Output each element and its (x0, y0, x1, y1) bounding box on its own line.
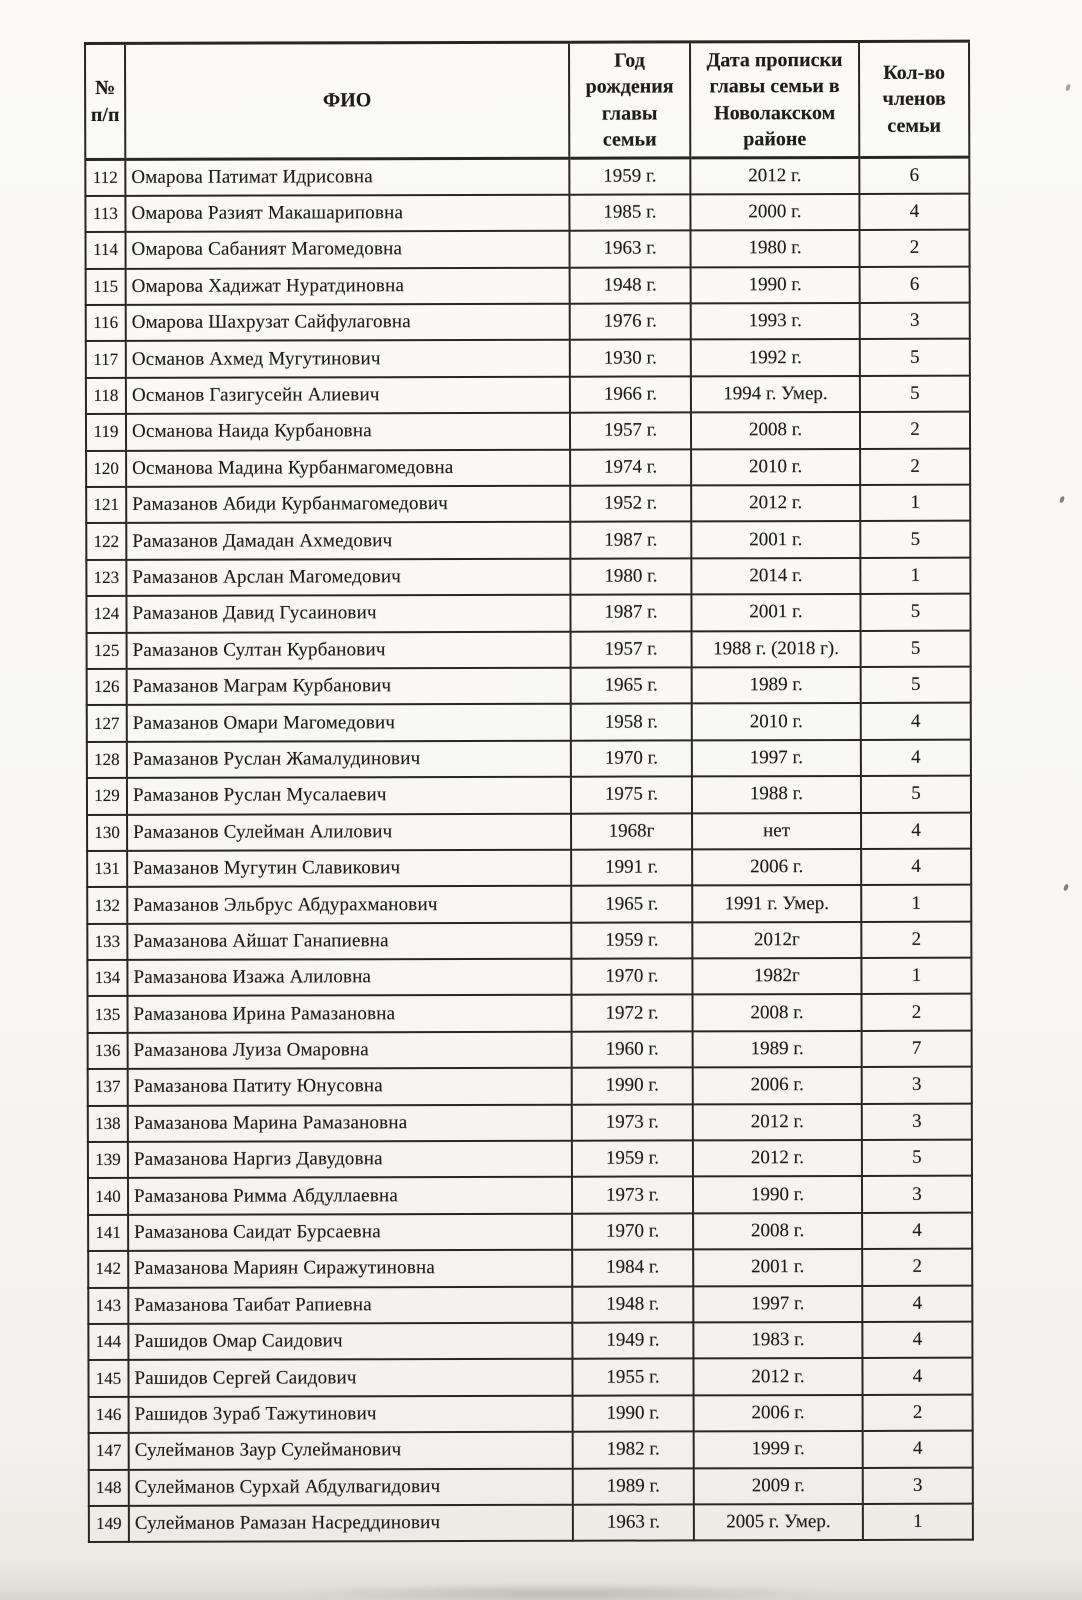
members-count-cell: 2 (859, 230, 969, 267)
members-count-cell: 2 (860, 448, 970, 485)
birth-year-cell: 1984 г. (572, 1250, 693, 1287)
row-number-cell: 128 (87, 742, 127, 778)
members-count-cell: 4 (862, 1213, 972, 1250)
registration-date-cell: 2012 г. (693, 1104, 862, 1141)
name-cell: Сулейманов Сурхай Абдулвагидович (129, 1468, 573, 1506)
birth-year-cell: 1957 г. (570, 413, 691, 450)
registration-date-cell: 1999 г. (694, 1431, 863, 1468)
row-number-cell: 116 (86, 305, 126, 341)
table-row (88, 1249, 972, 1288)
registration-date-cell: 1988 г. (2018 г). (692, 631, 861, 668)
members-count-cell: 4 (861, 703, 971, 740)
table-row (86, 339, 970, 378)
row-number-cell: 142 (88, 1251, 128, 1287)
row-number-cell: 140 (88, 1178, 128, 1214)
name-cell: Рамазанова Патиту Юнусовна (128, 1068, 572, 1106)
name-cell: Сулейманов Рамазан Насреддинович (129, 1505, 573, 1543)
birth-year-cell: 1958 г. (571, 704, 692, 741)
name-cell: Рамазанова Марина Рамазановна (128, 1104, 572, 1142)
name-cell: Омарова Шахрузат Сайфулаговна (126, 304, 570, 342)
registration-date-cell: 1997 г. (693, 1286, 862, 1323)
registration-date-cell: 2012г (692, 922, 861, 959)
name-cell: Рамазанов Султан Курбанович (127, 631, 571, 669)
birth-year-cell: 1948 г. (570, 267, 691, 304)
members-count-cell: 7 (862, 1031, 972, 1068)
table-row (87, 885, 971, 924)
registration-date-cell: 2008 г. (693, 1213, 862, 1250)
members-count-cell: 4 (859, 194, 969, 231)
scan-speck (1063, 884, 1069, 892)
name-cell: Рамазанова Изажа Алиловна (127, 959, 571, 997)
birth-year-cell: 1982 г. (573, 1432, 694, 1469)
table-row (88, 1067, 972, 1106)
birth-year-cell: 1949 г. (572, 1322, 693, 1359)
name-cell: Рамазанова Римма Абдуллаевна (128, 1177, 572, 1215)
table-row (87, 994, 971, 1033)
birth-year-cell: 1980 г. (570, 558, 691, 595)
name-cell: Омарова Патимат Идрисовна (125, 158, 569, 196)
birth-year-cell: 1963 г. (573, 1504, 694, 1541)
birth-year-cell: 1985 г. (569, 194, 690, 231)
name-cell: Рамазанова Мариян Сиражутиновна (128, 1250, 572, 1288)
name-cell: Омарова Хадижат Нуратдиновна (126, 267, 570, 305)
table-wrapper (84, 40, 974, 1544)
name-cell: Рамазанова Луиза Омаровна (128, 1032, 572, 1070)
table-row (89, 1394, 973, 1433)
birth-year-cell: 1976 г. (570, 303, 691, 340)
row-number-cell: 133 (87, 924, 127, 960)
birth-year-cell: 1952 г. (570, 485, 691, 522)
name-cell: Рамазанов Эльбрус Абдурахманович (127, 886, 571, 924)
birth-year-cell: 1957 г. (571, 631, 692, 668)
table-row (87, 921, 971, 960)
table-row (87, 739, 971, 778)
family-registry-table (84, 40, 974, 1544)
members-count-cell: 4 (862, 1322, 972, 1359)
name-cell: Рамазанова Ирина Рамазановна (127, 995, 571, 1033)
row-number-cell: 141 (88, 1215, 128, 1251)
row-number-cell: 130 (87, 814, 127, 850)
name-cell: Омарова Разият Макашариповна (125, 195, 569, 233)
name-cell: Рамазанов Арслан Магомедович (126, 559, 570, 597)
row-number-cell: 117 (86, 341, 126, 377)
row-number-cell: 112 (85, 159, 125, 195)
registration-date-cell: 2001 г. (691, 521, 860, 558)
members-count-cell: 5 (860, 521, 970, 558)
registration-date-cell: 2001 г. (691, 594, 860, 631)
registration-date-cell: 1997 г. (692, 740, 861, 777)
header-cell-birth-year: Год рождения главы семьи (569, 42, 690, 158)
table-row (89, 1467, 973, 1506)
members-count-cell: 1 (860, 557, 970, 594)
birth-year-cell: 1965 г. (571, 886, 692, 923)
row-number-cell: 125 (87, 632, 127, 668)
table-row (86, 448, 970, 487)
table-row (87, 776, 971, 815)
table-body (85, 157, 973, 1542)
row-number-cell: 139 (88, 1142, 128, 1178)
registration-date-cell: 2000 г. (690, 194, 859, 231)
name-cell: Рамазанов Сулейман Алилович (127, 813, 571, 851)
name-cell: Рамазанов Руслан Мусалаевич (127, 777, 571, 815)
members-count-cell: 5 (860, 339, 970, 376)
scan-speck (1065, 84, 1071, 92)
registration-date-cell: 1989 г. (692, 667, 861, 704)
members-count-cell: 2 (861, 921, 971, 958)
members-count-cell: 5 (861, 667, 971, 704)
table-row (88, 1322, 972, 1361)
members-count-cell: 6 (859, 157, 969, 194)
row-number-cell: 114 (85, 232, 125, 268)
row-number-cell: 121 (86, 487, 126, 523)
table-row (87, 958, 971, 997)
row-number-cell: 146 (89, 1397, 129, 1433)
table-row (86, 412, 970, 451)
table-row (87, 667, 971, 706)
name-cell: Рамазанов Руслан Жамалудинович (127, 740, 571, 778)
registration-date-cell: 1988 г. (692, 776, 861, 813)
table-row (88, 1358, 972, 1397)
registration-date-cell: 2006 г. (692, 849, 861, 886)
members-count-cell: 5 (860, 594, 970, 631)
birth-year-cell: 1970 г. (572, 1213, 693, 1250)
registration-date-cell: 2008 г. (692, 994, 861, 1031)
members-count-cell: 3 (862, 1176, 972, 1213)
row-number-cell: 123 (86, 560, 126, 596)
row-number-cell: 132 (87, 887, 127, 923)
name-cell: Рашидов Зураб Тажутинович (129, 1396, 573, 1434)
table-row (87, 812, 971, 851)
name-cell: Османова Наида Курбановна (126, 413, 570, 451)
row-number-cell: 126 (87, 669, 127, 705)
registration-date-cell: 2006 г. (694, 1395, 863, 1432)
birth-year-cell: 1955 г. (572, 1359, 693, 1396)
members-count-cell: 4 (861, 849, 971, 886)
registration-date-cell: 2005 г. Умер. (694, 1504, 863, 1541)
header-cell-number: № п/п (85, 43, 125, 159)
row-number-cell: 136 (88, 1033, 128, 1069)
name-cell: Рашидов Сергей Саидович (128, 1359, 572, 1397)
table-row (88, 1213, 972, 1252)
table-row (88, 1031, 972, 1070)
table-row (87, 630, 971, 669)
registration-date-cell: 2008 г. (691, 412, 860, 449)
header-cell-name: ФИО (125, 42, 569, 159)
birth-year-cell: 1990 г. (572, 1068, 693, 1105)
members-count-cell: 1 (861, 958, 971, 995)
birth-year-cell: 1959 г. (572, 1140, 693, 1177)
registration-date-cell: 2010 г. (691, 449, 860, 486)
row-number-cell: 147 (89, 1433, 129, 1469)
birth-year-cell: 1987 г. (570, 595, 691, 632)
birth-year-cell: 1970 г. (571, 740, 692, 777)
members-count-cell: 4 (861, 812, 971, 849)
birth-year-cell: 1987 г. (570, 522, 691, 559)
registration-date-cell: 1990 г. (693, 1176, 862, 1213)
table-row (88, 1103, 972, 1142)
name-cell: Сулейманов Заур Сулейманович (129, 1432, 573, 1470)
members-count-cell: 5 (861, 776, 971, 813)
registration-date-cell: 1982г (692, 958, 861, 995)
registration-date-cell: 1990 г. (691, 267, 860, 304)
table-row (86, 557, 970, 596)
table-row (88, 1140, 972, 1179)
table-row (86, 376, 970, 415)
registration-date-cell: 1991 г. Умер. (692, 885, 861, 922)
name-cell: Рамазанова Таибат Рапиевна (128, 1286, 572, 1324)
row-number-cell: 115 (86, 269, 126, 305)
birth-year-cell: 1968г (571, 813, 692, 850)
birth-year-cell: 1959 г. (571, 922, 692, 959)
members-count-cell: 3 (862, 1067, 972, 1104)
members-count-cell: 5 (862, 1140, 972, 1177)
members-count-cell: 2 (863, 1394, 973, 1431)
row-number-cell: 144 (88, 1324, 128, 1360)
header-cell-members-count: Кол-во членов семьи (859, 41, 969, 157)
name-cell: Омарова Сабаният Магомедовна (125, 231, 569, 269)
name-cell: Рамазанов Абиди Курбанмагомедович (126, 486, 570, 524)
registration-date-cell: 1993 г. (691, 303, 860, 340)
members-count-cell: 6 (860, 266, 970, 303)
row-number-cell: 138 (88, 1106, 128, 1142)
members-count-cell: 5 (861, 630, 971, 667)
birth-year-cell: 1960 г. (572, 1031, 693, 1068)
members-count-cell: 2 (861, 994, 971, 1031)
row-number-cell: 145 (88, 1360, 128, 1396)
name-cell: Османов Ахмед Мугутинович (126, 340, 570, 378)
birth-year-cell: 1974 г. (570, 449, 691, 486)
table-row (85, 230, 969, 269)
table-row (86, 485, 970, 524)
table-row (88, 1285, 972, 1324)
table-row (86, 266, 970, 305)
row-number-cell: 124 (86, 596, 126, 632)
table-row (87, 703, 971, 742)
registration-date-cell: нет (692, 812, 861, 849)
row-number-cell: 148 (89, 1469, 129, 1505)
members-count-cell: 4 (863, 1431, 973, 1468)
birth-year-cell: 1930 г. (570, 340, 691, 377)
registration-date-cell: 2012 г. (693, 1140, 862, 1177)
row-number-cell: 131 (87, 851, 127, 887)
birth-year-cell: 1963 г. (569, 231, 690, 268)
row-number-cell: 122 (86, 523, 126, 559)
birth-year-cell: 1973 г. (572, 1104, 693, 1141)
birth-year-cell: 1972 г. (571, 995, 692, 1032)
birth-year-cell: 1970 г. (571, 959, 692, 996)
members-count-cell: 3 (862, 1103, 972, 1140)
birth-year-cell: 1990 г. (573, 1395, 694, 1432)
members-count-cell: 4 (862, 1285, 972, 1322)
name-cell: Рамазанов Мугутин Славикович (127, 850, 571, 888)
registration-date-cell: 2009 г. (694, 1468, 863, 1505)
registration-date-cell: 2014 г. (691, 558, 860, 595)
birth-year-cell: 1965 г. (571, 667, 692, 704)
table-row (85, 157, 969, 196)
row-number-cell: 119 (86, 414, 126, 450)
row-number-cell: 118 (86, 378, 126, 414)
header-row (85, 41, 969, 159)
registration-date-cell: 2012 г. (693, 1358, 862, 1395)
registration-date-cell: 2012 г. (690, 157, 859, 194)
members-count-cell: 2 (860, 412, 970, 449)
birth-year-cell: 1959 г. (569, 158, 690, 195)
name-cell: Рамазанов Дамадан Ахмедович (126, 522, 570, 560)
name-cell: Османов Газигусейн Алиевич (126, 377, 570, 415)
members-count-cell: 3 (860, 303, 970, 340)
members-count-cell: 4 (861, 739, 971, 776)
name-cell: Рамазанов Давид Гусаинович (126, 595, 570, 633)
table-row (86, 594, 970, 633)
table-row (86, 303, 970, 342)
table-row (86, 521, 970, 560)
name-cell: Рамазанов Омари Магомедович (127, 704, 571, 742)
table-row (89, 1431, 973, 1470)
registration-date-cell: 1983 г. (693, 1322, 862, 1359)
registration-date-cell: 1992 г. (691, 339, 860, 376)
birth-year-cell: 1973 г. (572, 1177, 693, 1214)
table-header (85, 41, 969, 159)
row-number-cell: 120 (86, 451, 126, 487)
row-number-cell: 135 (87, 996, 127, 1032)
scan-smudge (290, 1584, 830, 1600)
members-count-cell: 1 (863, 1504, 973, 1541)
name-cell: Османова Мадина Курбанмагомедовна (126, 449, 570, 487)
row-number-cell: 113 (85, 196, 125, 232)
members-count-cell: 4 (862, 1358, 972, 1395)
birth-year-cell: 1966 г. (570, 376, 691, 413)
registration-date-cell: 1994 г. Умер. (691, 376, 860, 413)
table-row (89, 1504, 973, 1543)
row-number-cell: 129 (87, 778, 127, 814)
header-cell-registration-date: Дата прописки главы семьи в Новолакском районе (690, 41, 859, 157)
registration-date-cell: 2012 г. (691, 485, 860, 522)
name-cell: Рамазанова Наргиз Давудовна (128, 1141, 572, 1179)
members-count-cell: 1 (860, 485, 970, 522)
registration-date-cell: 2001 г. (693, 1249, 862, 1286)
registration-date-cell: 2006 г. (693, 1067, 862, 1104)
birth-year-cell: 1991 г. (571, 849, 692, 886)
table-row (87, 849, 971, 888)
members-count-cell: 3 (863, 1467, 973, 1504)
scan-speck (1059, 496, 1065, 504)
birth-year-cell: 1989 г. (573, 1468, 694, 1505)
row-number-cell: 143 (88, 1287, 128, 1323)
name-cell: Рамазанова Айшат Ганапиевна (127, 922, 571, 960)
members-count-cell: 5 (860, 376, 970, 413)
row-number-cell: 149 (89, 1506, 129, 1542)
registration-date-cell: 1980 г. (690, 230, 859, 267)
members-count-cell: 1 (861, 885, 971, 922)
table-row (85, 194, 969, 233)
name-cell: Рамазанов Маграм Курбанович (127, 668, 571, 706)
members-count-cell: 2 (862, 1249, 972, 1286)
row-number-cell: 127 (87, 705, 127, 741)
row-number-cell: 134 (87, 960, 127, 996)
registration-date-cell: 2010 г. (692, 703, 861, 740)
table-row (88, 1176, 972, 1215)
birth-year-cell: 1948 г. (572, 1286, 693, 1323)
name-cell: Рашидов Омар Саидович (128, 1323, 572, 1361)
registration-date-cell: 1989 г. (693, 1031, 862, 1068)
name-cell: Рамазанова Саидат Бурсаевна (128, 1214, 572, 1252)
row-number-cell: 137 (88, 1069, 128, 1105)
birth-year-cell: 1975 г. (571, 777, 692, 814)
